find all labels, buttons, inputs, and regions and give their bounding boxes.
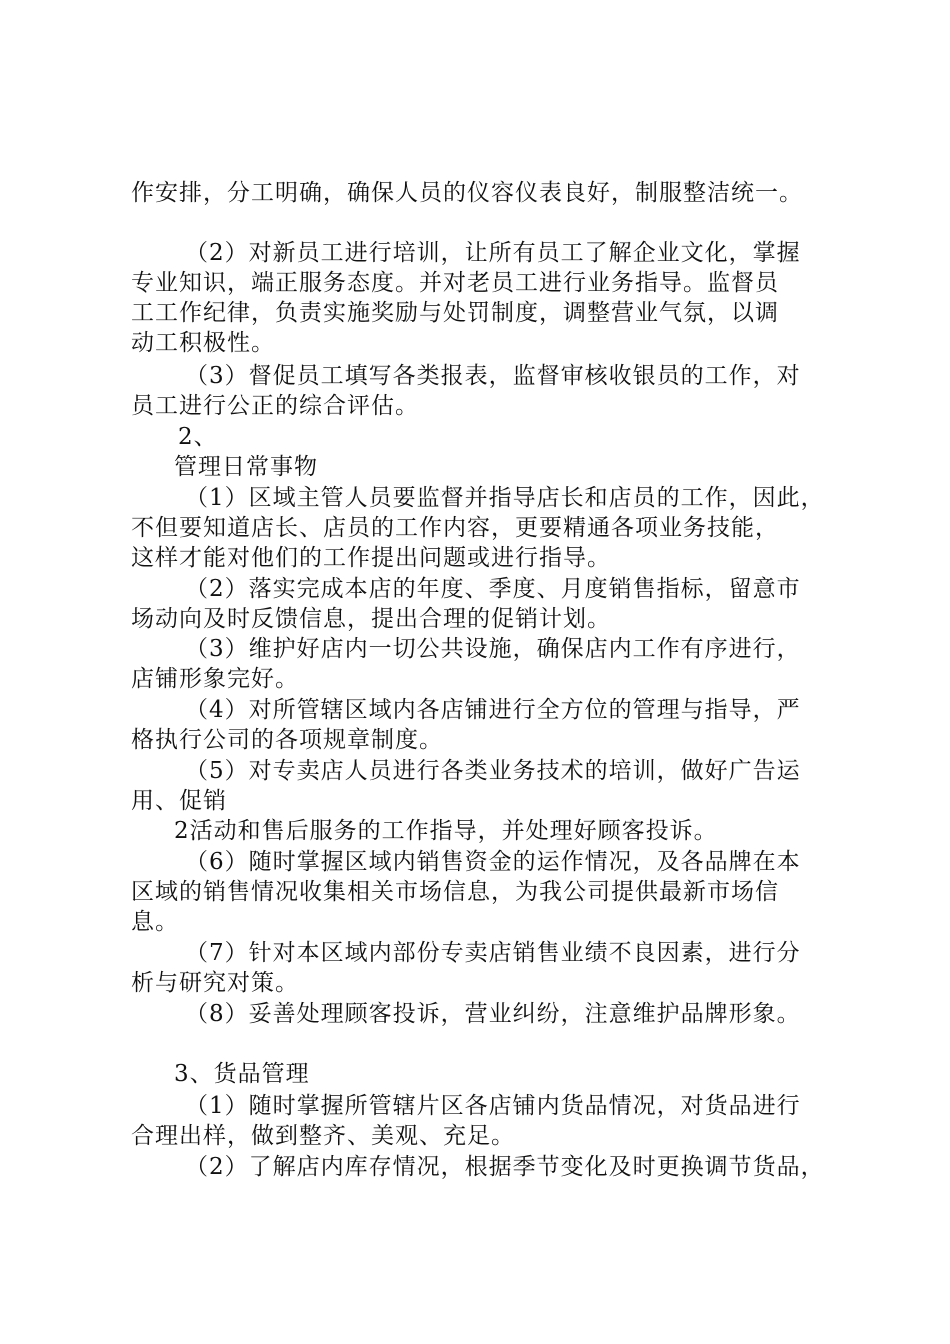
- text-line: （7）针对本区域内部份专卖店销售业绩不良因素，进行分: [185, 940, 801, 966]
- text-line: 2活动和售后服务的工作指导，并处理好顾客投诉。: [174, 818, 718, 844]
- text-line: （4）对所管辖区域内各店铺进行全方位的管理与指导，严: [185, 697, 801, 723]
- text-line: （2）了解店内库存情况，根据季节变化及时更换调节货品，: [185, 1154, 825, 1180]
- text-line: 动工积极性。: [131, 330, 275, 356]
- text-line: 息。: [131, 909, 179, 935]
- text-line: 区域的销售情况收集相关市场信息，为我公司提供最新市场信: [131, 879, 779, 905]
- text-line: （8）妥善处理顾客投诉，营业纠纷，注意维护品牌形象。: [185, 1001, 801, 1027]
- text-line: （2）对新员工进行培训，让所有员工了解企业文化，掌握: [185, 240, 801, 266]
- text-line: （1）区域主管人员要监督并指导店长和店员的工作，因此，: [185, 485, 825, 511]
- text-line: 用、促销: [131, 788, 227, 814]
- text-line: 员工进行公正的综合评估。: [131, 393, 419, 419]
- section-number: 2、: [178, 424, 218, 450]
- text-line: 不但要知道店长、店员的工作内容，更要精通各项业务技能，: [131, 515, 779, 541]
- text-line: （5）对专卖店人员进行各类业务技术的培训，做好广告运: [185, 758, 801, 784]
- text-line: （3）督促员工填写各类报表，监督审核收银员的工作，对: [185, 363, 801, 389]
- text-line: 合理出样，做到整齐、美观、充足。: [131, 1123, 515, 1149]
- text-line: 工工作纪律，负责实施奖励与处罚制度，调整营业气氛，以调: [131, 300, 779, 326]
- text-line: 场动向及时反馈信息，提出合理的促销计划。: [131, 606, 611, 632]
- section-heading: 管理日常事物: [174, 454, 318, 480]
- text-line: 作安排，分工明确，确保人员的仪容仪表良好，制服整洁统一。: [131, 180, 803, 206]
- text-line: 专业知识，端正服务态度。并对老员工进行业务指导。监督员: [131, 270, 779, 296]
- text-line: 格执行公司的各项规章制度。: [131, 727, 443, 753]
- text-line: 这样才能对他们的工作提出问题或进行指导。: [131, 545, 611, 571]
- text-line: 析与研究对策。: [131, 970, 299, 996]
- text-line: （6）随时掌握区域内销售资金的运作情况，及各品牌在本: [185, 849, 801, 875]
- section-heading: 3、货品管理: [174, 1061, 310, 1087]
- text-line: 店铺形象完好。: [131, 666, 299, 692]
- text-line: （3）维护好店内一切公共设施，确保店内工作有序进行，: [185, 636, 801, 662]
- text-line: （1）随时掌握所管辖片区各店铺内货品情况，对货品进行: [185, 1093, 801, 1119]
- text-line: （2）落实完成本店的年度、季度、月度销售指标，留意市: [185, 576, 801, 602]
